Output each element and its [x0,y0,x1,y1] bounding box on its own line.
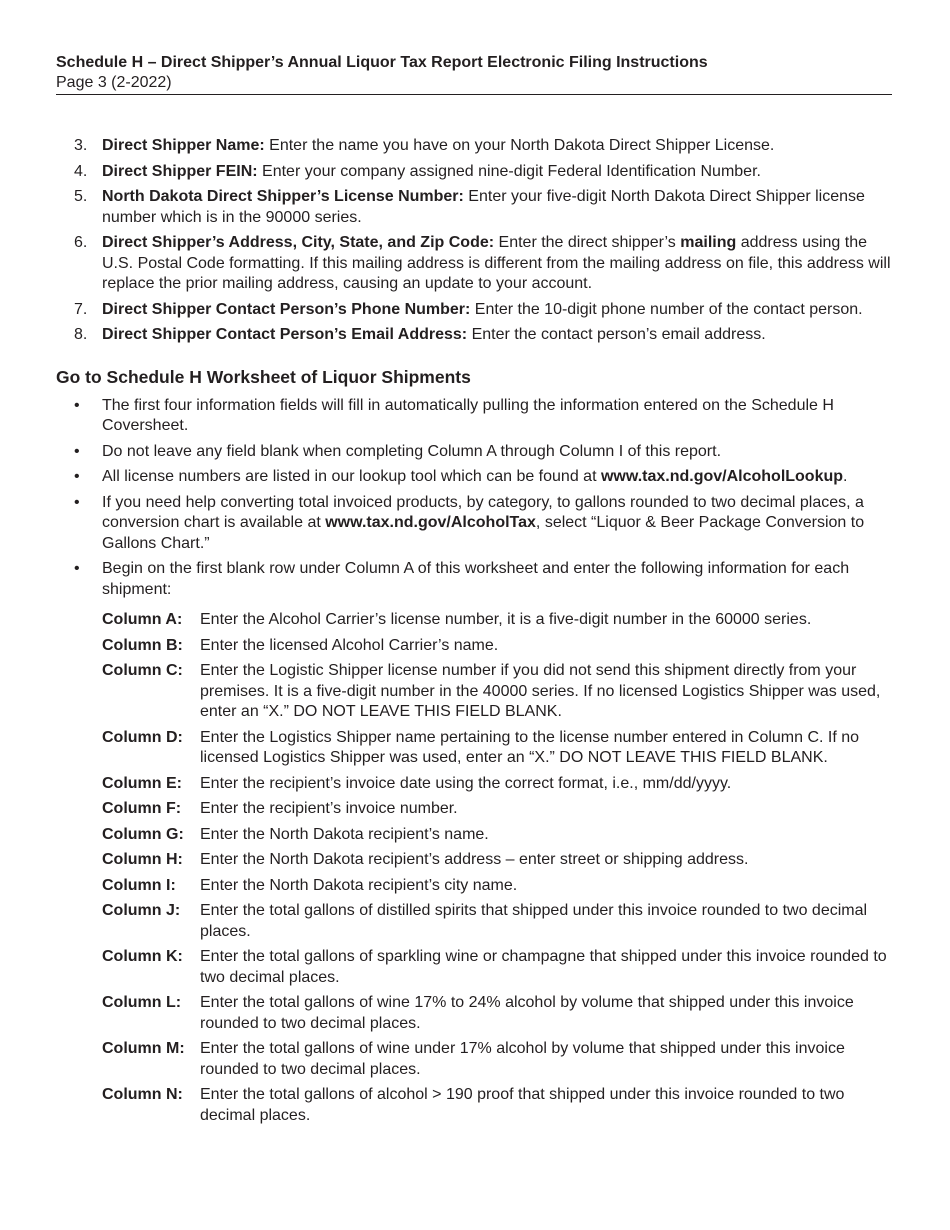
item-term: Direct Shipper’s Address, City, State, and Zip Code: [102,234,495,251]
bullet-item [56,396,896,437]
column-label: Column F: [102,800,182,817]
item-text: Enter your company assigned nine-digit Federal Identification Number. [257,162,761,180]
list-item [56,187,896,228]
list-item [56,233,896,295]
item-text: Enter the contact person’s email address. [467,326,766,343]
column-label: Column N: [102,1086,183,1103]
alcohol-lookup-link[interactable]: www.tax.nd.gov/AlcoholLookup [600,468,844,485]
column-text: Enter the North Dakota recipient’s name. [200,825,489,843]
column-label: Column A: [102,611,183,628]
list-number: 7. [74,300,88,318]
bullet-marker: • [74,468,80,485]
page-header [56,52,892,95]
document-title: Schedule H – Direct Shipper’s Annual Liquor Tax Report Electronic Filing Instructions [56,54,708,71]
bullet-text: The first four information fields will fill in automatically pulling the information entered on the Schedule H Coversheet. [102,396,834,434]
bullet-text-end: , select “Liquor & Beer Package Conversion to Gallons Chart.” [102,514,865,552]
column-text: Enter the Logistic Shipper license number if you did not send this shipment directly from your premises. It is a five-digit number in the 40000 series. If no licensed Logistics Shipper was used, enter an “X.” DO NOT LEAVE THIS FIELD BLANK. [200,662,881,720]
column-text: Enter the licensed Alcohol Carrier’s name. [200,636,499,654]
column-row [102,876,896,897]
bullet-text: Begin on the first blank row under Column A of this worksheet and enter the following information for each shipment: [102,560,850,598]
column-text: Enter the total gallons of distilled spirits that shipped under this invoice rounded to two decimal places. [200,902,868,940]
column-row [102,901,896,942]
bullet-marker: • [74,396,80,414]
column-text: Enter the Alcohol Carrier’s license number, it is a five-digit number in the 60000 series. [200,611,812,628]
column-label: Column B: [102,636,183,654]
column-text: Enter the total gallons of sparkling wine or champagne that shipped under this invoice rounded to two decimal places. [200,948,887,986]
column-text: Enter the Logistics Shipper name pertaining to the license number entered in Column C. If no licensed Logistics Shipper was used, enter an “X.” DO NOT LEAVE THIS FIELD BLANK. [200,728,860,766]
list-item [56,136,896,157]
column-label: Column J: [102,902,181,919]
bullet-marker: • [74,442,80,460]
section-heading: Go to Schedule H Worksheet of Liquor Shipments [56,366,471,387]
column-label: Column K: [102,948,183,965]
item-term: Direct Shipper Name: [102,137,265,154]
item-text: Enter the name you have on your North Dakota Direct Shipper License. [264,137,775,154]
item-term: North Dakota Direct Shipper’s License Number: [102,188,464,205]
column-row [102,728,896,769]
numbered-list [56,136,896,346]
bullet-text: All license numbers are listed in our lookup tool which can be found at [102,468,601,485]
item-emphasis: mailing [680,234,737,251]
item-text-continued: address using the U.S. Postal Code formatting. If this mailing address is different from the mailing address on file, this address will replace the prior mailing address, causing an update to your account. [102,234,891,292]
list-item [56,325,896,346]
item-text: Enter the direct shipper’s [494,234,681,251]
column-row [102,1085,896,1126]
bullet-item [56,467,896,488]
bullet-item [56,559,896,600]
column-row [102,825,896,846]
column-text: Enter the total gallons of wine 17% to 24% alcohol by volume that shipped under this invoice rounded to two decimal places. [200,994,854,1032]
column-label: Column C: [102,662,183,679]
column-row [102,774,896,795]
column-row [102,993,896,1034]
column-label: Column E: [102,774,182,792]
item-term: Direct Shipper Contact Person’s Phone Number: [102,300,471,318]
list-item [56,300,896,321]
column-text: Enter the North Dakota recipient’s city name. [200,876,518,894]
list-item [56,162,896,183]
list-number: 5. [74,188,88,205]
column-text: Enter the recipient’s invoice date using the correct format, i.e., mm/dd/yyyy. [200,774,732,792]
bullet-text: Do not leave any field blank when completing Column A through Column I of this report. [102,442,722,460]
column-text: Enter the total gallons of wine under 17% alcohol by volume that shipped under this invoice rounded to two decimal places. [200,1040,845,1078]
column-row [102,850,896,871]
bullet-list [56,396,896,601]
column-row [102,661,896,723]
column-label: Column D: [102,728,183,746]
list-number: 4. [74,162,88,180]
column-row [102,799,896,820]
column-label: Column I: [102,876,176,894]
column-label: Column H: [102,851,183,868]
list-number: 3. [74,137,88,154]
alcohol-tax-link[interactable]: www.tax.nd.gov/AlcoholTax [325,514,536,531]
column-text: Enter the North Dakota recipient’s address – enter street or shipping address. [200,851,749,868]
bullet-text: If you need help converting total invoiced products, by category, to gallons rounded to two decimal places, a conversion chart is available at [102,493,864,531]
document-body [56,136,896,1131]
column-row [102,1039,896,1080]
bullet-text-end: . [843,468,848,485]
column-label: Column L: [102,994,182,1011]
page-number: Page 3 (2-2022) [56,74,172,91]
list-number: 8. [74,326,88,343]
list-number: 6. [74,234,88,251]
column-row [102,947,896,988]
item-term: Direct Shipper Contact Person’s Email Address: [102,326,468,343]
bullet-item [56,493,896,555]
item-term: Direct Shipper FEIN: [102,162,258,180]
column-label: Column M: [102,1040,185,1057]
item-text: Enter the 10-digit phone number of the contact person. [470,300,863,318]
column-text: Enter the recipient’s invoice number. [200,800,458,817]
item-text: Enter your five-digit North Dakota Direct Shipper license number which is in the 90000 series. [102,188,865,226]
bullet-marker: • [74,560,80,577]
column-row [102,610,896,631]
bullet-marker: • [74,493,80,511]
column-instructions [102,610,896,1126]
bullet-item [56,442,896,463]
column-text: Enter the total gallons of alcohol > 190 proof that shipped under this invoice rounded to two decimal places. [200,1086,845,1124]
column-label: Column G: [102,825,184,843]
column-row [102,636,896,657]
